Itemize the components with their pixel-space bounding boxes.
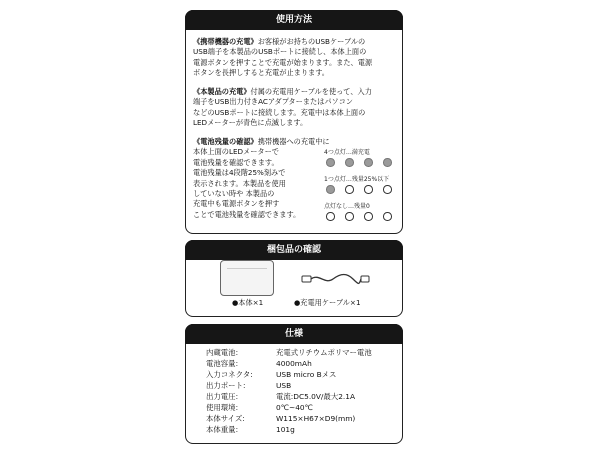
led-caption-full: 4つ点灯…満充電	[324, 149, 370, 156]
spec-key: 出力電圧:	[206, 392, 239, 401]
usage-header: 使用方法	[185, 10, 403, 30]
product-charging-section	[193, 87, 398, 129]
led-dot-icon	[326, 185, 335, 194]
usb-cable-icon	[301, 271, 371, 287]
product-charging-line: などのUSBポートに接続します。充電中は本体上面の	[193, 107, 366, 117]
product-charging-line: 付属の充電用ケーブルを使って、入力	[250, 87, 372, 96]
package-item-body: ●本体×1	[232, 298, 264, 307]
led-caption-low: 1つ点灯…残量25%以下	[324, 176, 390, 183]
battery-check-line: 表示されます。本製品を使用	[193, 178, 286, 188]
battery-check-line: ことで電池残量を確認できます。	[193, 209, 301, 219]
usage-panel	[185, 10, 403, 234]
spec-table	[206, 347, 372, 435]
battery-check-line: 電池残量を確認できます。	[193, 157, 279, 167]
spec-row	[206, 391, 372, 402]
led-dot-icon	[326, 158, 335, 167]
spec-key: 本体重量:	[206, 425, 239, 434]
led-dot-icon	[326, 212, 335, 221]
led-dot-icon	[345, 158, 354, 167]
led-dot-icon	[383, 185, 392, 194]
specs-header: 仕様	[185, 324, 403, 344]
device-charging-line: USB端子を本製品のUSBポートに接続し、本体上面の	[193, 47, 367, 57]
package-header: 梱包品の確認	[185, 240, 403, 260]
device-charging-line: お客様がお持ちのUSBケーブルの	[257, 37, 366, 46]
spec-value: 電流:DC5.0V/最大2.1A	[276, 392, 356, 401]
product-charging-line: 端子をUSB出力付きACアダプターまたはパソコン	[193, 97, 353, 107]
spec-row	[206, 413, 372, 424]
battery-check-heading: 《電池残量の確認》	[193, 137, 258, 146]
led-dot-icon	[364, 185, 373, 194]
spec-key: 電池容量:	[206, 359, 239, 368]
battery-check-line: 携帯機器への充電中に	[257, 137, 330, 146]
led-meter-legend	[322, 147, 400, 231]
package-item-cable: ●充電用ケーブル×1	[294, 298, 361, 307]
spec-row	[206, 380, 372, 391]
product-charging-line: LEDメーターが青色に点滅します。	[193, 118, 308, 128]
spec-value: 0℃~40℃	[276, 403, 313, 412]
spec-row	[206, 402, 372, 413]
spec-key: 出力ポート:	[206, 381, 246, 390]
spec-key: 使用環境:	[206, 403, 239, 412]
device-charging-heading: 《携帯機器の充電》	[193, 37, 258, 46]
device-charging-section	[193, 37, 398, 79]
led-caption-empty: 点灯なし…残量0	[324, 203, 370, 210]
device-charging-line: 電源ボタンを押すことで充電が始まります。また、電源	[193, 57, 373, 67]
spec-row	[206, 424, 372, 435]
specs-panel	[185, 324, 403, 444]
device-charging-line: ボタンを長押しすると充電が止まります。	[193, 68, 329, 78]
powerbank-icon	[220, 260, 274, 296]
spec-key: 内蔵電池:	[206, 348, 239, 357]
spec-key: 入力コネクタ:	[206, 370, 253, 379]
spec-row	[206, 369, 372, 380]
spec-value: W115×H67×D9(mm)	[276, 414, 356, 423]
led-dot-icon	[383, 158, 392, 167]
spec-value: USB micro Bメス	[276, 370, 337, 379]
spec-value: USB	[276, 381, 292, 390]
battery-check-line: 本体上面のLEDメーターで	[193, 147, 279, 157]
battery-check-line: 充電中も電源ボタンを押す	[193, 199, 280, 209]
package-panel	[185, 240, 403, 317]
led-dot-icon	[345, 212, 354, 221]
led-dot-icon	[364, 212, 373, 221]
battery-check-line: 電池残量は4段階25%刻みで	[193, 168, 286, 178]
led-dot-icon	[383, 212, 392, 221]
spec-value: 4000mAh	[276, 359, 312, 368]
product-charging-heading: 《本製品の充電》	[193, 87, 251, 96]
battery-check-line: していない時や 本製品の	[193, 189, 275, 199]
led-dot-icon	[364, 158, 373, 167]
spec-row	[206, 358, 372, 369]
spec-value: 101g	[276, 425, 295, 434]
spec-key: 本体サイズ:	[206, 414, 245, 423]
led-dot-icon	[345, 185, 354, 194]
spec-value: 充電式リチウムポリマー電池	[276, 348, 372, 357]
spec-row	[206, 347, 372, 358]
